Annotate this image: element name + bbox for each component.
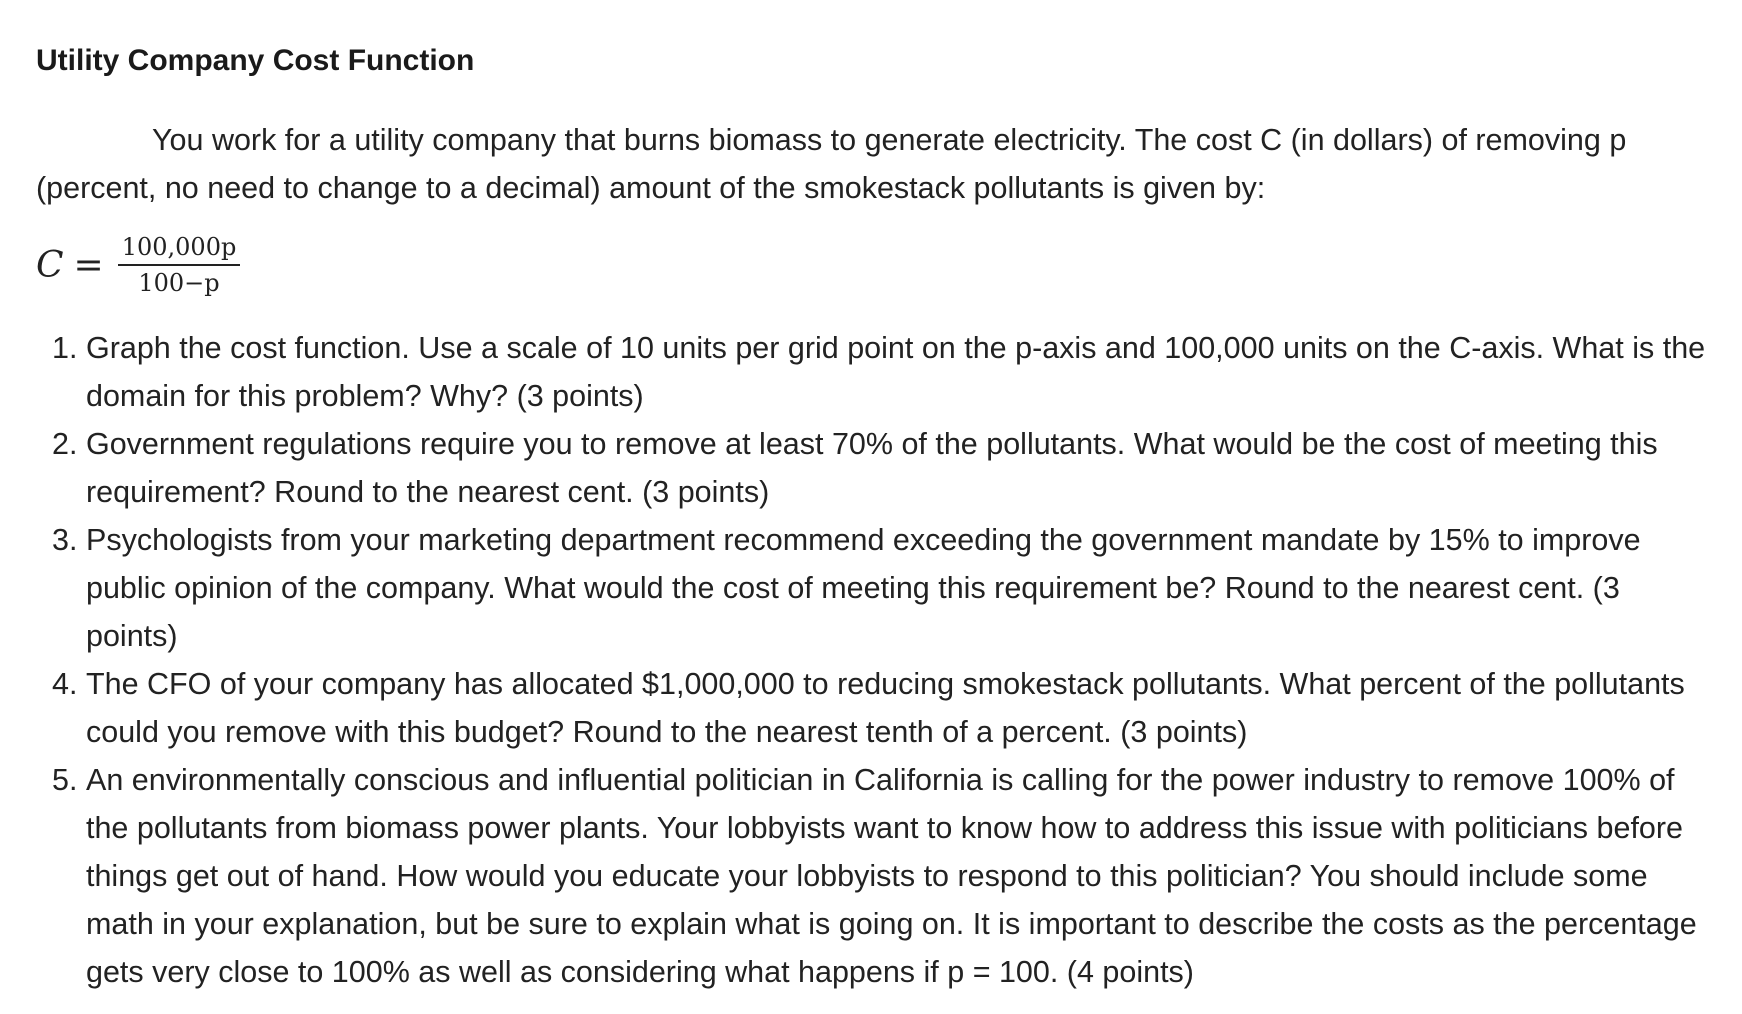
question-text: The CFO of your company has allocated $1,000,000 to reducing smokestack pollutants. What percent of the pollutants could you remove with this budget? Round to the nearest tenth of a percent. (3 points) [86,667,1685,749]
question-number: 2. [52,427,78,461]
intro-paragraph: You work for a utility company that burns biomass to generate electricity. The cost C (in dollars) of removing p (percent, no need to change to a decimal) amount of the smokestack pollutants is given by: [36,123,1627,205]
question-number: 3. [52,523,78,557]
question-list [36,324,1716,996]
question-number: 5. [52,763,78,797]
question-item-2 [36,420,1716,516]
equation-numerator: 100,000p [118,233,241,266]
question-item-3 [36,516,1716,660]
question-item-1 [36,324,1716,420]
equation-fraction [118,233,241,297]
cost-equation [36,225,240,305]
question-number: 1. [52,331,78,365]
page-title: Utility Company Cost Function [36,44,475,77]
question-number: 4. [52,667,78,701]
equation-denominator: 100−p [138,269,220,297]
equation-lhs: C [36,244,64,286]
question-item-4 [36,660,1716,756]
question-item-5 [36,756,1716,996]
equation-equals: = [73,244,104,286]
question-text: Government regulations require you to remove at least 70% of the pollutants. What would be the cost of meeting this requirement? Round to the nearest cent. (3 points) [86,427,1658,509]
question-text: An environmentally conscious and influential politician in California is calling for the power industry to remove 100% of the pollutants from biomass power plants. Your lobbyists want to know how to address this issue with politicians before things get out of hand. How would you educate your lobbyists to respond to this politician? You should include some math in your explanation, but be sure to explain what is going on. It is important to describe the costs as the percentage gets very close to 100% as well as considering what happens if p = 100. (4 points) [86,763,1697,989]
question-text: Psychologists from your marketing department recommend exceeding the government mandate by 15% to improve public opinion of the company. What would the cost of meeting this requirement be? Round to the nearest cent. (3 points) [86,523,1641,653]
question-text: Graph the cost function. Use a scale of 10 units per grid point on the p-axis and 100,000 units on the C-axis. What is the domain for this problem? Why? (3 points) [86,331,1706,413]
